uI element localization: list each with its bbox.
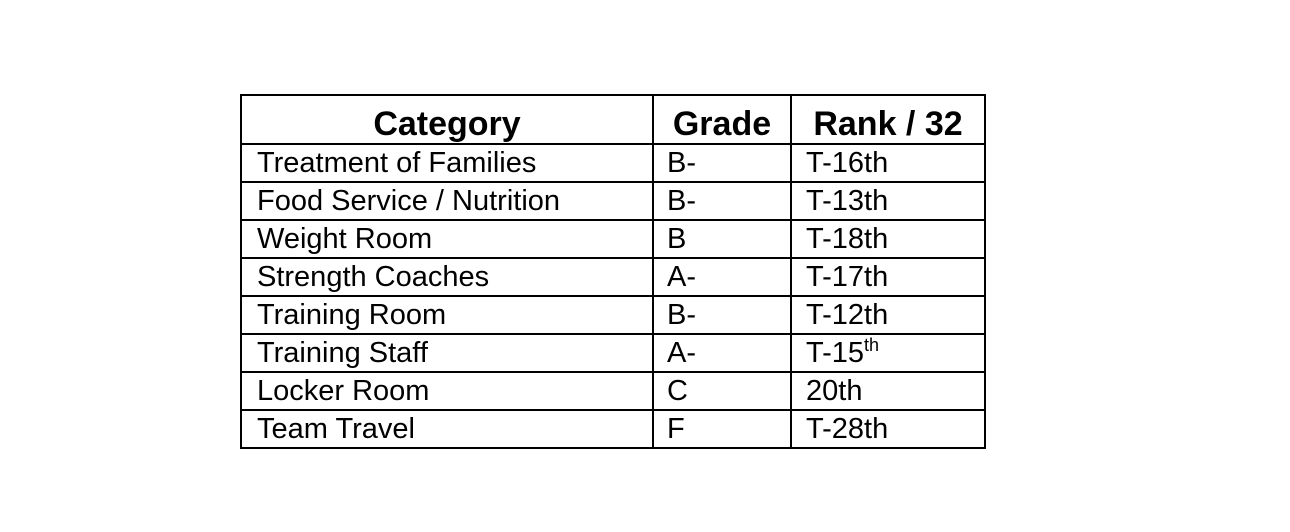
- rank-cell: [791, 410, 985, 448]
- table-row: [241, 410, 985, 448]
- rank-value: T-15: [806, 336, 865, 369]
- category-cell: Treatment of Families: [241, 144, 653, 182]
- rank-cell: [791, 144, 985, 182]
- table-row: [241, 334, 985, 372]
- rank-cell: [791, 258, 985, 296]
- rank-ordinal-suffix: th: [864, 334, 880, 355]
- rank-value: T-18th: [806, 222, 889, 255]
- table-row: [241, 372, 985, 410]
- table-row: [241, 144, 985, 182]
- rank-value: T-13th: [806, 184, 889, 217]
- grade-cell: A-: [653, 334, 791, 372]
- grades-table: [240, 94, 986, 449]
- rank-value: T-17th: [806, 260, 889, 293]
- rank-value: T-12th: [806, 298, 889, 331]
- rank-header: Rank / 32: [791, 95, 985, 144]
- grade-cell: A-: [653, 258, 791, 296]
- rank-value: 20th: [806, 374, 863, 407]
- category-cell: Locker Room: [241, 372, 653, 410]
- grade-cell: B-: [653, 296, 791, 334]
- category-cell: Team Travel: [241, 410, 653, 448]
- grade-cell: C: [653, 372, 791, 410]
- grade-cell: B: [653, 220, 791, 258]
- category-cell: Food Service / Nutrition: [241, 182, 653, 220]
- table-row: [241, 296, 985, 334]
- rank-cell: [791, 372, 985, 410]
- grade-header: Grade: [653, 95, 791, 144]
- table-row: [241, 182, 985, 220]
- table-row: [241, 220, 985, 258]
- rank-cell: [791, 334, 985, 372]
- rank-cell: [791, 296, 985, 334]
- rank-value: T-28th: [806, 412, 889, 445]
- grade-cell: B-: [653, 182, 791, 220]
- rank-cell: [791, 220, 985, 258]
- table-header-row: [241, 95, 985, 144]
- category-cell: Strength Coaches: [241, 258, 653, 296]
- table-row: [241, 258, 985, 296]
- category-cell: Training Staff: [241, 334, 653, 372]
- rank-value: T-16th: [806, 146, 889, 179]
- category-cell: Training Room: [241, 296, 653, 334]
- grade-cell: F: [653, 410, 791, 448]
- category-cell: Weight Room: [241, 220, 653, 258]
- rank-cell: [791, 182, 985, 220]
- grade-cell: B-: [653, 144, 791, 182]
- category-header: Category: [241, 95, 653, 144]
